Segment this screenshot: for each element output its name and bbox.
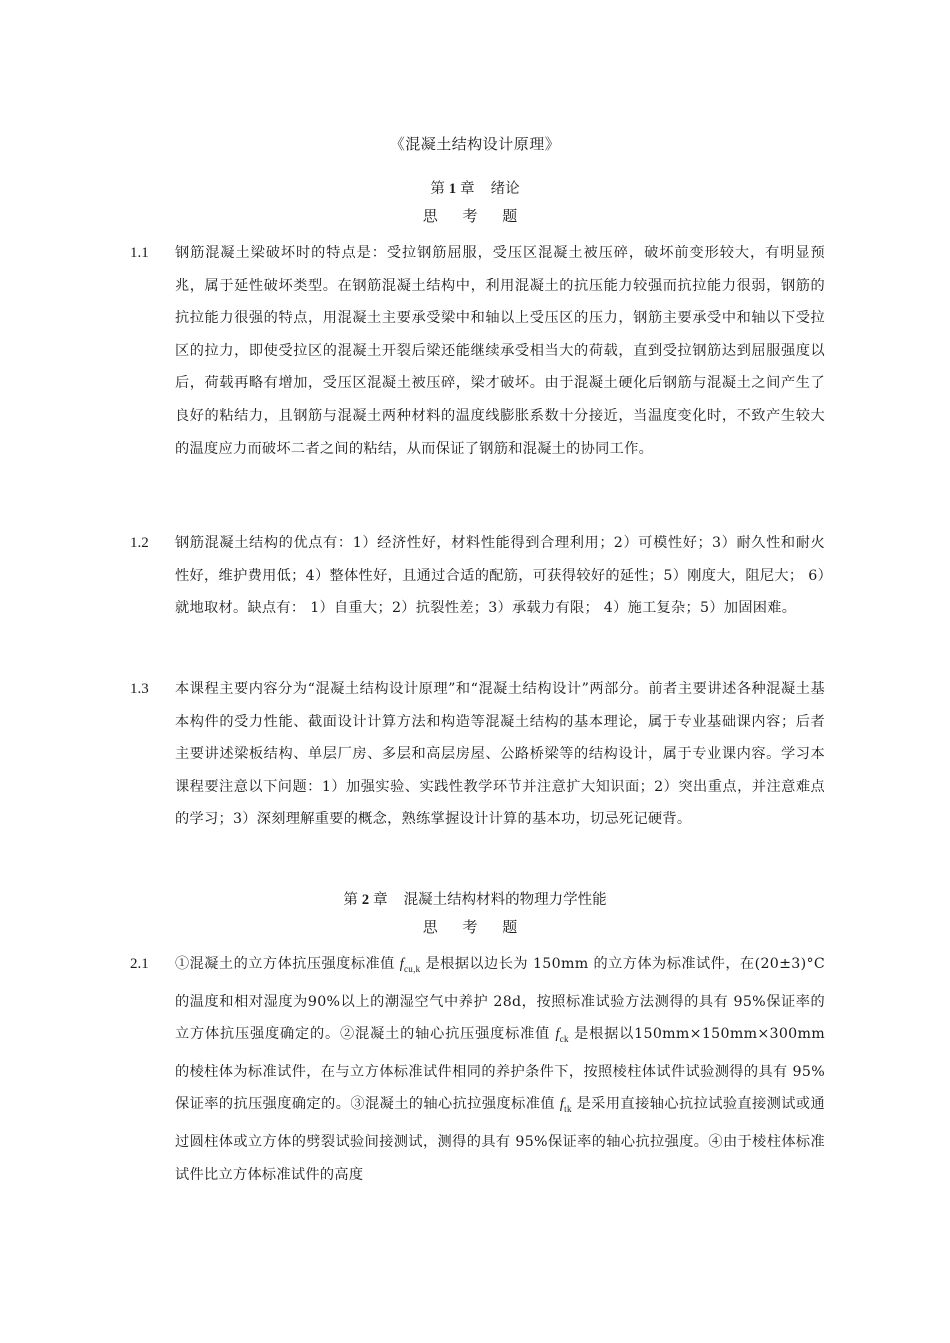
chapter-2-title: 混凝土结构材料的物理力学性能 <box>403 892 607 908</box>
variable-subscript: tk <box>564 1104 572 1115</box>
answer-text-part: 是根据以150mm×150mm×300mm 的棱柱体为标准试件，在与立方体标准试件相同的养护条件下，按照棱柱体试件试验测得的具有 95%保证率的抗压强度确定的。③混凝土的轴心抗拉强度标准值 <box>175 1026 826 1113</box>
variable-symbol: f <box>559 1096 565 1113</box>
variable-subscript: ck <box>559 1034 569 1045</box>
question-answer-text: 钢筋混凝土梁破坏时的特点是：受拉钢筋屈服，受压区混凝土被压碎，破坏前变形较大，有明显预兆，属于延性破坏类型。在钢筋混凝土结构中，利用混凝土的抗压能力较强而抗拉能力很弱，钢筋的抗拉能力很强的特点，用混凝土主要承受梁中和轴以上受压区的压力，钢筋主要承受中和轴以下受拉区的拉力，即使受拉区的混凝土开裂后梁还能继续承受相当大的荷载，直到受拉钢筋达到屈服强度以后，荷载再略有增加，受压区混凝土被压碎，梁才破坏。由于混凝土硬化后钢筋与混凝土之间产生了良好的粘结力，且钢筋与混凝土两种材料的温度线膨胀系数十分接近，当温度变化时，不致产生较大的温度应力而破坏二者之间的粘结，从而保证了钢筋和混凝土的协同工作。 <box>175 245 825 457</box>
chapter-1-suffix: 章 <box>460 181 475 197</box>
answer-text-part: ①混凝土的立方体抗压强度标准值 <box>175 956 400 972</box>
chapter-2-suffix: 章 <box>373 892 388 908</box>
chapter-2-heading <box>0 888 950 909</box>
chapter-1-heading <box>0 177 950 198</box>
question-number: 1.3 <box>130 681 149 697</box>
chapter-2-section-label: 思 考 题 <box>422 918 528 936</box>
variable-symbol: f <box>555 1026 560 1043</box>
question-answer-text <box>175 948 825 1191</box>
chapter-2-number: 2 <box>361 892 370 908</box>
document-title: 《混凝土结构设计原理》 <box>389 135 561 153</box>
variable-symbol: f <box>399 956 405 972</box>
question-answer-text: 本课程主要内容分为“混凝土结构设计原理”和“混凝土结构设计”两部分。前者主要讲述各种混凝土基本构件的受力性能、截面设计计算方法和构造等混凝土结构的基本理论，属于专业基础课内容；后者主要讲述梁板结构、单层厂房、多层和高层房屋、公路桥梁等的结构设计，属于专业课内容。学习本课程要注意以下问题：1）加强实验、实践性教学环节并注意扩大知识面；2）突出重点，并注意难点的学习；3）深刻理解重要的概念，熟练掌握设计计算的基本功，切忌死记硬背。 <box>175 681 825 828</box>
question-item <box>130 527 830 625</box>
question-number: 1.2 <box>130 535 149 551</box>
chapter-1-prefix: 第 <box>430 181 445 197</box>
chapter-1-title: 绪论 <box>490 181 520 197</box>
answer-text-part: 是采用直接轴心抗拉试验直接测试或通过圆柱体或立方体的劈裂试验间接测试，测得的具有 95%保证率的轴心抗拉强度。④由于棱柱体标准试件比立方体标准试件的高度 <box>175 1096 825 1183</box>
chapter-1-section-label: 思 考 题 <box>422 207 528 225</box>
answer-text-part: 是根据以边长为 150mm 的立方体为标准试件，在(20±3)°C的温度和相对湿度为90%以上的潮湿空气中养护 28d，按照标准试验方法测得的具有 95%保证率的立方体抗压强度确定的。②混凝土的轴心抗压强度标准值 <box>175 956 826 1043</box>
question-item <box>130 237 830 465</box>
chapter-1-number: 1 <box>448 181 457 197</box>
question-number: 2.1 <box>130 956 149 972</box>
question-number: 1.1 <box>130 245 149 261</box>
question-item <box>130 948 830 1191</box>
variable-subscript: cu,k <box>404 964 421 974</box>
question-item <box>130 673 830 836</box>
chapter-2-prefix: 第 <box>343 892 358 908</box>
question-answer-text: 钢筋混凝土结构的优点有：1）经济性好，材料性能得到合理利用；2）可模性好；3）耐久性和耐火性好，维护费用低；4）整体性好，且通过合适的配筋，可获得较好的延性；5）刚度大，阻尼大； 6）就地取材。缺点有： 1）自重大；2）抗裂性差；3）承载力有限； 4）施工复杂；5）加固困难。 <box>175 535 825 617</box>
